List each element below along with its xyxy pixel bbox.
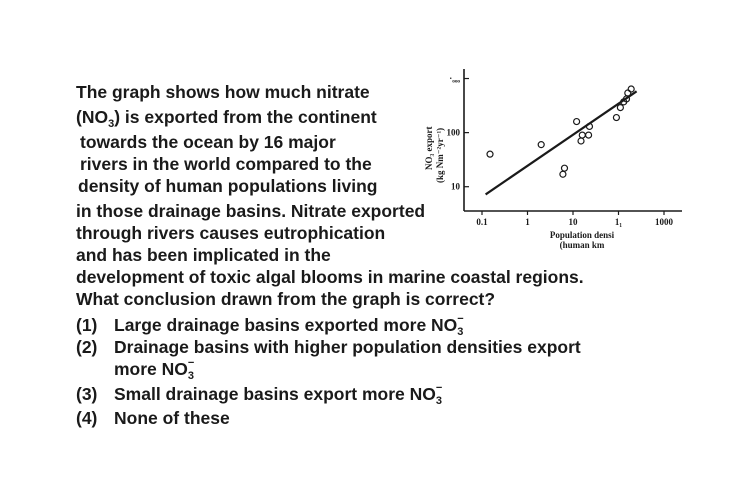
no3-prefix: (NO: [76, 107, 109, 127]
option-1-superscript: −: [457, 313, 464, 325]
x-tick-label: 0.1: [476, 217, 488, 227]
no3-suffix: ) is exported from the continent: [114, 107, 377, 127]
x-tick-label: 10: [568, 217, 578, 227]
option-2-number: (2): [76, 337, 98, 357]
data-point: [538, 142, 544, 148]
question-line-5: density of human populations living: [78, 176, 378, 196]
data-point: [613, 115, 619, 121]
option-3-text: Small drainage basins export more NO: [114, 384, 436, 404]
option-2-text-cont: more NO: [114, 359, 188, 379]
option-1-number: (1): [76, 315, 98, 335]
question-line-9: development of toxic algal blooms in marine coastal regions.: [76, 267, 584, 287]
option-3-number: (3): [76, 384, 98, 404]
question-line-4: rivers in the world compared to the: [80, 154, 372, 174]
x-tick-label: 1000: [655, 217, 673, 227]
nitrate-export-graph: [420, 55, 685, 250]
trend-line: [486, 91, 637, 194]
axis-ticks: [447, 74, 674, 227]
data-point: [586, 132, 592, 138]
option-1-text: Large drainage basins exported more NO: [114, 315, 458, 335]
data-point: [579, 132, 585, 138]
y-tick-label: 100: [446, 127, 460, 138]
y-tick-label: 10: [451, 181, 460, 192]
option-1-subscript: 3: [457, 326, 464, 338]
data-point: [561, 165, 567, 171]
option-4-text: None of these: [114, 408, 230, 428]
data-point: [628, 86, 634, 92]
data-point: [487, 151, 493, 157]
y-axis-label-line-1: NO₃ export: [424, 126, 434, 170]
option-4-number: (4): [76, 408, 98, 428]
question-line-1: The graph shows how much nitrate: [76, 82, 370, 102]
x-axis-label-line-2: (human km: [559, 240, 605, 250]
question-prompt: What conclusion drawn from the graph is correct?: [76, 289, 496, 309]
option-4[interactable]: [76, 407, 230, 429]
option-2-text: Drainage basins with higher population densities export: [114, 337, 581, 357]
x-axis-label-line-1: Population densi: [549, 230, 615, 240]
option-2[interactable]: [76, 336, 581, 358]
option-2-subscript: 3: [187, 370, 195, 382]
no3-subscript: 3: [108, 118, 115, 130]
data-point: [617, 105, 623, 111]
data-point: [574, 119, 580, 125]
question-line-7: through rivers causes eutrophication: [76, 223, 386, 243]
question-line-6: in those drainage basins. Nitrate exported: [76, 201, 426, 221]
option-2-superscript: −: [187, 357, 195, 369]
x-tick-label: 1: [525, 217, 530, 227]
option-3-subscript: 3: [435, 395, 443, 407]
y-tick-label: ·ₒₒₒ: [449, 73, 460, 84]
data-point: [560, 171, 566, 177]
data-points: [487, 86, 634, 177]
option-3-superscript: −: [435, 382, 443, 394]
question-line-8: and has been implicated in the: [76, 245, 331, 265]
data-point: [578, 138, 584, 144]
x-tick-label: 1₁: [614, 217, 623, 227]
question-line-3: towards the ocean by 16 major: [80, 132, 336, 152]
y-axis-label-line-2: (kg Nm⁻²yr⁻¹): [435, 127, 445, 183]
